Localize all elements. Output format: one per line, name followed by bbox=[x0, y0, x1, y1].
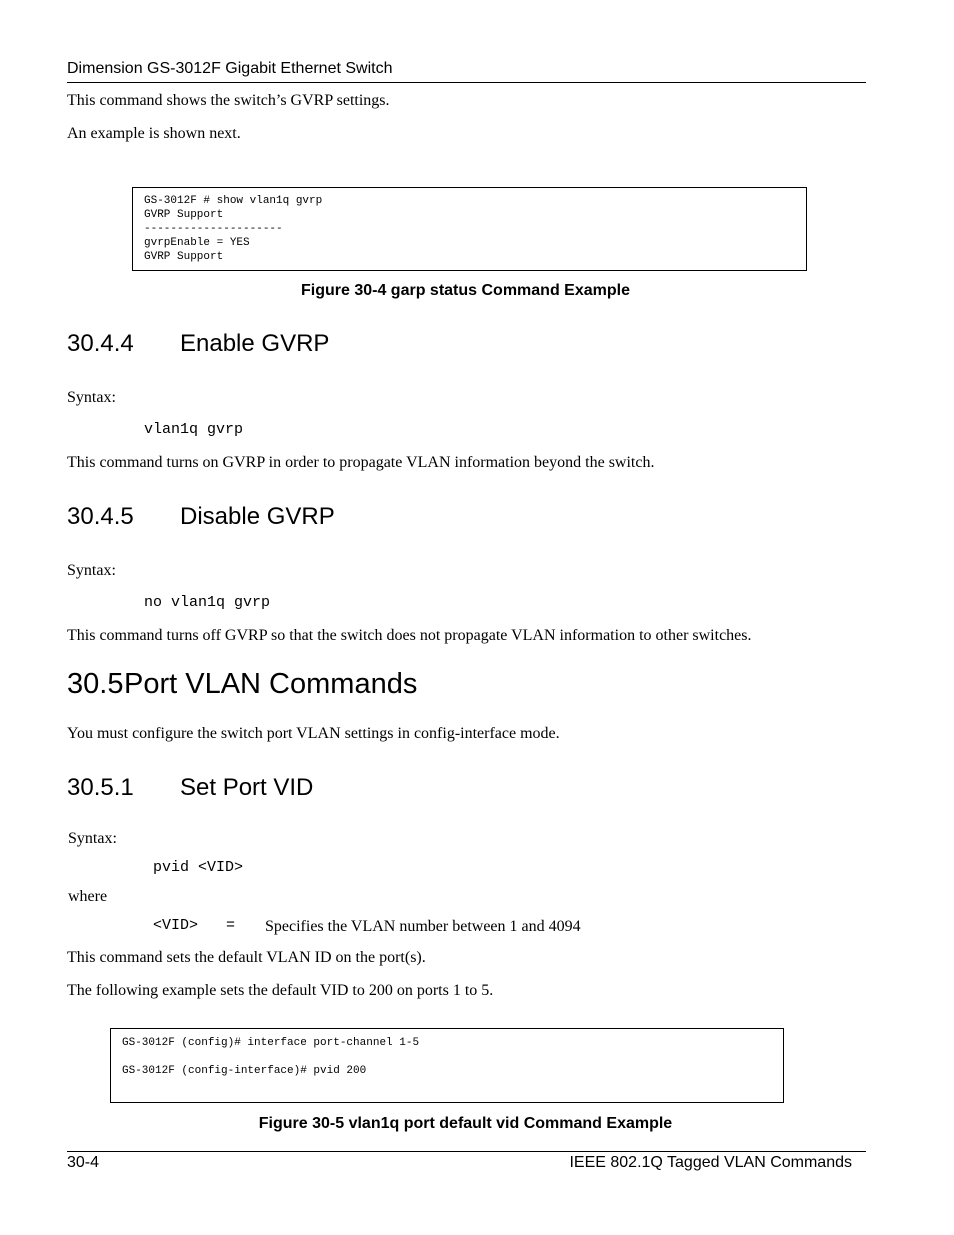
section-title: Set Port VID bbox=[180, 774, 314, 801]
code-line: --------------------- bbox=[144, 223, 283, 235]
where-label: where bbox=[68, 888, 108, 905]
intro-example-paragraph: An example is shown next. bbox=[67, 125, 241, 142]
section-description: You must configure the switch port VLAN settings in config-interface mode. bbox=[67, 725, 560, 742]
intro-paragraph: This command shows the switch’s GVRP settings. bbox=[67, 92, 390, 109]
running-header: Dimension GS-3012F Gigabit Ethernet Switch bbox=[67, 60, 393, 77]
header-rule bbox=[67, 82, 866, 83]
figure-caption: Figure 30-5 vlan1q port default vid Command Example bbox=[258, 1115, 673, 1132]
section-description: This command sets the default VLAN ID on the port(s). bbox=[67, 949, 426, 966]
syntax-command: pvid <VID> bbox=[153, 859, 244, 876]
section-title: Enable GVRP bbox=[180, 330, 330, 357]
section-number: 30.4.5 bbox=[67, 503, 134, 530]
chapter-section-title: Port VLAN Commands bbox=[124, 668, 418, 700]
code-example-box bbox=[110, 1028, 784, 1103]
code-line: GVRP Support bbox=[144, 209, 224, 221]
parameter-description: Specifies the VLAN number between 1 and 4094 bbox=[265, 918, 581, 935]
section-number: 30.4.4 bbox=[67, 330, 134, 357]
figure-caption: Figure 30-4 garp status Command Example bbox=[301, 282, 630, 299]
parameter-equals: = bbox=[226, 917, 236, 934]
section-description: This command turns off GVRP so that the switch does not propagate VLAN information to other switches. bbox=[67, 627, 752, 644]
syntax-label: Syntax: bbox=[67, 389, 116, 406]
code-line: GS-3012F (config-interface)# pvid 200 bbox=[122, 1065, 367, 1077]
section-number: 30.5.1 bbox=[67, 774, 134, 801]
code-line: GVRP Support bbox=[144, 251, 224, 263]
chapter-section-number: 30.5 bbox=[67, 668, 124, 700]
code-example-box bbox=[132, 187, 807, 271]
footer-rule bbox=[67, 1151, 866, 1152]
syntax-command: no vlan1q gvrp bbox=[144, 594, 271, 611]
parameter-name: <VID> bbox=[153, 917, 199, 934]
syntax-command: vlan1q gvrp bbox=[144, 421, 244, 438]
section-description: This command turns on GVRP in order to propagate VLAN information beyond the switch. bbox=[67, 454, 655, 471]
chapter-title: IEEE 802.1Q Tagged VLAN Commands bbox=[569, 1154, 852, 1171]
code-line: gvrpEnable = YES bbox=[144, 237, 250, 249]
page-number: 30-4 bbox=[67, 1154, 100, 1171]
syntax-label: Syntax: bbox=[68, 830, 117, 847]
section-title: Disable GVRP bbox=[180, 503, 335, 530]
code-line: GS-3012F # show vlan1q gvrp bbox=[144, 195, 323, 207]
example-intro: The following example sets the default VID to 200 on ports 1 to 5. bbox=[67, 982, 494, 999]
syntax-label: Syntax: bbox=[67, 562, 116, 579]
code-line: GS-3012F (config)# interface port-channel 1-5 bbox=[122, 1037, 420, 1049]
